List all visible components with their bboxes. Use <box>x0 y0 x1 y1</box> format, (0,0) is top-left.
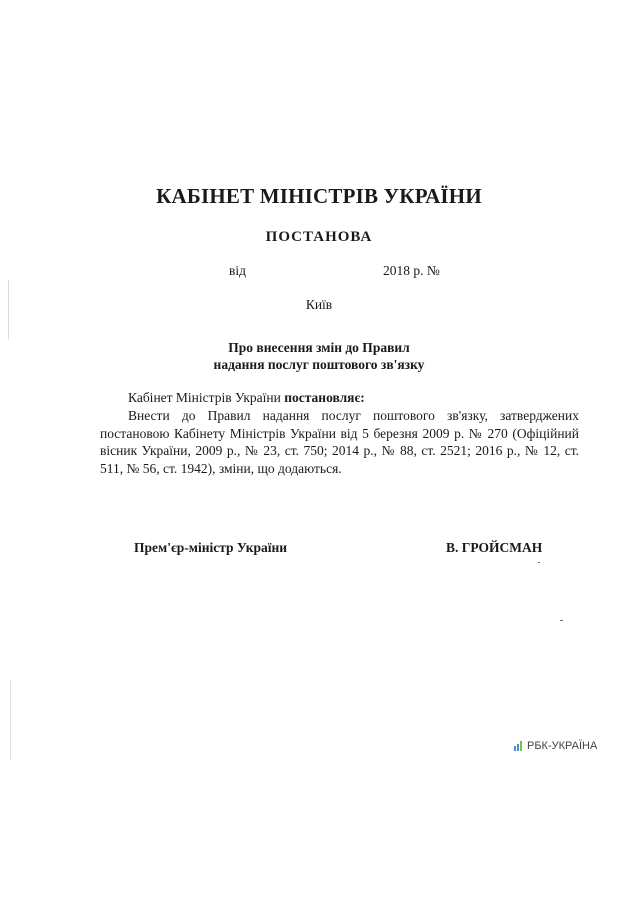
rbk-logo-icon <box>514 741 524 751</box>
signatory-role: Прем'єр-міністр України <box>134 540 288 555</box>
heading-line-1: Про внесення змін до Правил <box>228 340 410 355</box>
scan-speck <box>560 620 563 621</box>
intro-paragraph <box>128 390 365 406</box>
date-suffix: 2018 р. № <box>383 263 440 278</box>
intro-decision: постановляє: <box>284 390 365 405</box>
scan-edge <box>10 680 11 760</box>
city: Київ <box>305 297 333 312</box>
signatory-name: В. ГРОЙСМАН <box>446 540 543 555</box>
scan-speck <box>538 562 540 563</box>
scan-edge <box>8 280 9 340</box>
watermark <box>514 740 597 752</box>
heading-line-2: надання послуг поштового зв'язку <box>213 357 425 372</box>
date-prefix: від <box>229 263 246 278</box>
document-type: ПОСТАНОВА <box>265 229 373 245</box>
watermark-text: РБК-УКРАЇНА <box>527 740 598 752</box>
intro-text: Кабінет Міністрів України <box>128 390 285 405</box>
body-paragraph: Внести до Правил надання послуг поштового зв'язку, затверджених постановою Кабінету Міністрів України від 5 березня 2009 р. № 270 (Офіційний вісник України, 2009 р., № 23, ст. 750; 2014 р., № 88, ст. 2521; 2016 р., № 12, ст. 511, № 56, ст. 1942), зміни, що додаються. <box>100 408 579 476</box>
resolution-heading <box>0 339 638 373</box>
document-title: КАБІНЕТ МІНІСТРІВ УКРАЇНИ <box>156 184 482 208</box>
